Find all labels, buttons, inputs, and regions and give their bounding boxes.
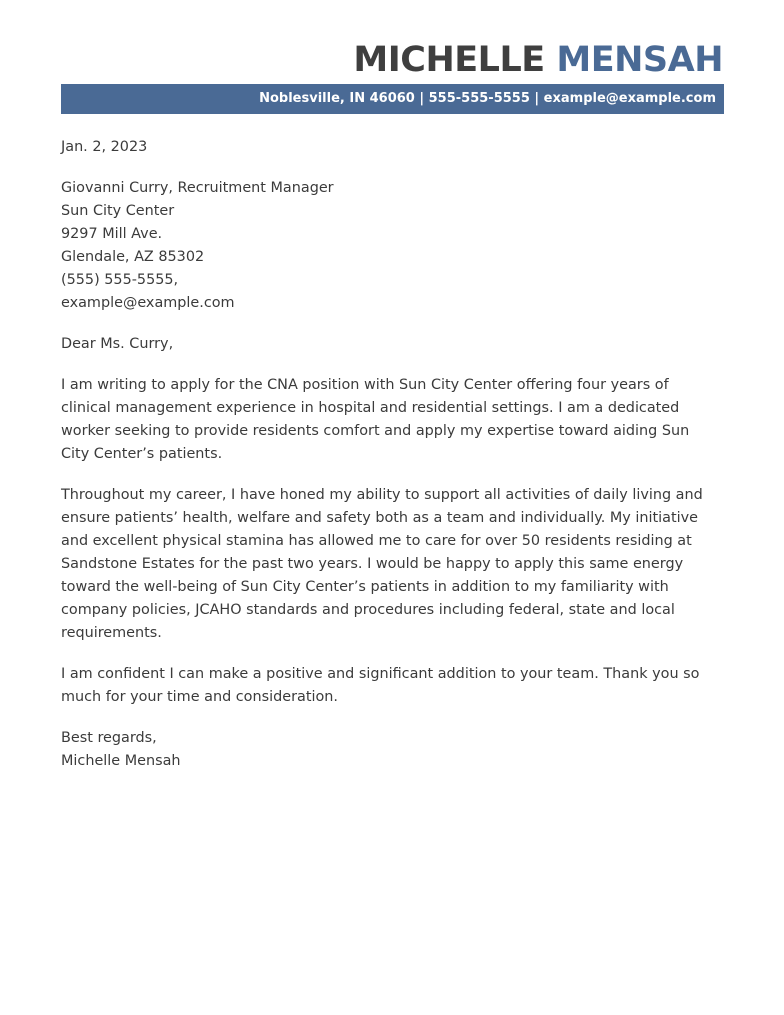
recipient-street: 9297 Mill Ave. xyxy=(61,226,163,242)
recipient-name-title: Giovanni Curry, Recruitment Manager xyxy=(61,180,334,196)
letter-date: Jan. 2, 2023 xyxy=(61,139,148,155)
paragraph-line: toward the well-being of Sun City Center’s patients in addition to my familiarity with xyxy=(61,579,669,595)
paragraph-line: clinical management experience in hospital and residential settings. I am a dedicated xyxy=(61,400,680,416)
paragraph-line: company policies, JCAHO standards and procedures including federal, state and local xyxy=(61,602,675,618)
paragraph-line: I am confident I can make a positive and significant addition to your team. Thank you so xyxy=(61,666,700,682)
sign-off xyxy=(61,727,726,773)
contact-bar: Noblesville, IN 46060 | 555-555-5555 | example@example.com xyxy=(61,84,724,114)
paragraph-line: much for your time and consideration. xyxy=(61,689,338,705)
body-paragraph-3 xyxy=(61,663,726,709)
paragraph-line: Throughout my career, I have honed my ability to support all activities of daily living and xyxy=(61,487,703,503)
recipient-phone: (555) 555-5555, xyxy=(61,272,179,288)
recipient-email: example@example.com xyxy=(61,295,235,311)
recipient-city: Glendale, AZ 85302 xyxy=(61,249,205,265)
letter-body xyxy=(61,136,726,791)
paragraph-line: City Center’s patients. xyxy=(61,446,223,462)
signature: Michelle Mensah xyxy=(61,753,181,769)
salutation: Dear Ms. Curry, xyxy=(61,336,174,352)
paragraph-line: I am writing to apply for the CNA position with Sun City Center offering four years of xyxy=(61,377,669,393)
applicant-name xyxy=(353,38,723,82)
paragraph-line: and excellent physical stamina has allowed me to care for over 50 residents residing at xyxy=(61,533,692,549)
recipient-block xyxy=(61,177,726,315)
first-name: MICHELLE xyxy=(353,40,545,80)
body-paragraph-2 xyxy=(61,484,726,645)
body-paragraph-1 xyxy=(61,374,726,466)
paragraph-line: Sandstone Estates for the past two years. I would be happy to apply this same energy xyxy=(61,556,684,572)
last-name: MENSAH xyxy=(556,40,723,80)
recipient-company: Sun City Center xyxy=(61,203,175,219)
paragraph-line: worker seeking to provide residents comfort and apply my expertise toward aiding Sun xyxy=(61,423,690,439)
closing: Best regards, xyxy=(61,730,157,746)
paragraph-line: requirements. xyxy=(61,625,162,641)
paragraph-line: ensure patients’ health, welfare and safety both as a team and individually. My initiative xyxy=(61,510,698,526)
